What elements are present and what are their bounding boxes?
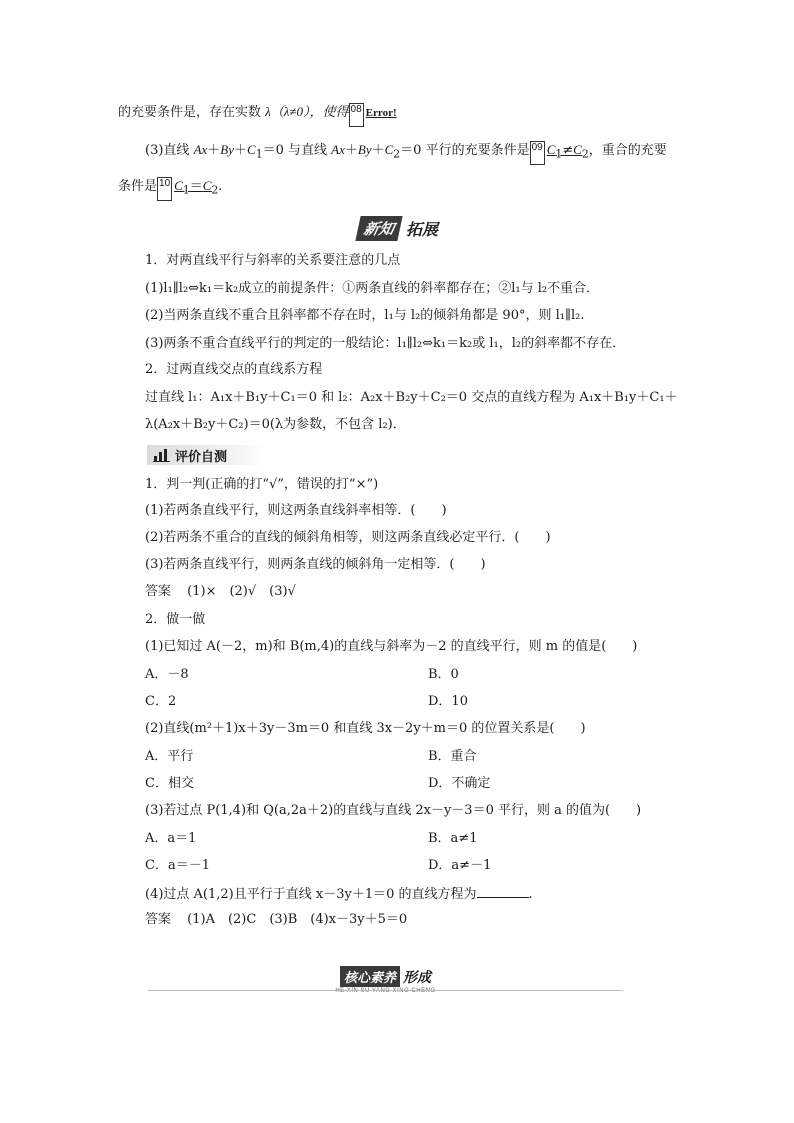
text: 2 (393, 147, 401, 161)
lambda-text: λ（λ≠0），使得 (265, 104, 349, 119)
q1-title: 1．判一判(正确的打“√”，错误的打“×”) (145, 477, 379, 492)
text: . (528, 887, 533, 902)
answer-label: 答案 (145, 912, 172, 927)
text: C (174, 178, 183, 193)
line-top-3 (118, 177, 222, 201)
text: 2 (581, 147, 589, 161)
q2-1-option-c: C．2 (145, 694, 177, 709)
q2-3-option-a: A．a＝1 (145, 831, 197, 846)
q2-4-stem (145, 884, 533, 904)
core-subtitle: HE XIN SU YANG XING CHENG (335, 988, 436, 994)
text: ＝0 与直线 (262, 143, 332, 158)
q2-title: 2．做一做 (145, 612, 206, 627)
bar-chart-icon (153, 448, 171, 462)
text: By (357, 142, 372, 157)
ext-p7: λ(A₂x＋B₂y＋C₂)＝0(λ为参数，不包含 l₂)． (145, 417, 406, 432)
q2-2-option-d: D．不确定 (428, 776, 491, 791)
text: C (384, 142, 394, 157)
ext-p3: (2)当两条直线不重合且斜率都不存在时，l₁与 l₂的倾斜角都是 90°，则 l₁∥l₂. (145, 308, 585, 323)
answer-number-box: 08 (349, 103, 364, 127)
banner-tag-new-knowledge: 新知 (355, 216, 402, 241)
answer-text: (1)× (2)√ (3)√ (187, 584, 296, 599)
error-text: Error! (365, 107, 397, 119)
q2-1-option-d: D．10 (428, 694, 468, 709)
q1-item-1: (1)若两条直线平行，则这两条直线斜率相等．( ) (145, 503, 447, 518)
q2-2-stem: (2)直线(m²＋1)x＋3y－3m＝0 和直线 3x－2y＋m＝0 的位置关系是( ) (145, 721, 586, 736)
q2-2-option-a: A．平行 (145, 749, 194, 764)
text: . (218, 179, 223, 194)
text: C (546, 142, 556, 157)
answer-underlined (546, 142, 589, 161)
q2-2-option-c: C．相交 (145, 776, 194, 791)
q1-answer (145, 583, 296, 601)
answer-number-box: 09 (530, 141, 545, 165)
answer-label: 答案 (145, 584, 172, 599)
q2-3-option-d: D．a≠－1 (428, 858, 492, 873)
banner-tag-extension: 拓展 (406, 220, 439, 239)
text: 1 (555, 147, 563, 161)
text: 条件是 (118, 179, 158, 194)
text: 的充要条件是，存在实数 (118, 105, 266, 120)
line-top-1 (118, 103, 397, 127)
text: ＋ (234, 143, 248, 158)
q1-item-3: (3)若两条直线平行，则两条直线的倾斜角一定相等．( ) (145, 557, 486, 572)
divider (148, 990, 623, 991)
text: ＝0 平行的充要条件是 (400, 143, 530, 158)
self-test-header (147, 445, 263, 465)
text: (3)直线 (145, 143, 194, 158)
text: C (247, 142, 256, 157)
text: 1 (255, 147, 263, 161)
text: Ax (193, 142, 208, 157)
q2-3-stem: (3)若过点 P(1,4)和 Q(a,2a＋2)的直线与直线 2x－y－3＝0 平行，则 a 的值为( ) (145, 803, 642, 818)
q1-item-2: (2)若两条不重合的直线的倾斜角相等，则这两条直线必定平行．( ) (145, 530, 551, 545)
answer-text: (1)A (2)C (3)B (4)x－3y＋5＝0 (187, 912, 408, 927)
q2-2-option-b: B．重合 (428, 749, 477, 764)
answer-number-box: 10 (157, 177, 172, 201)
ext-p6: 过直线 l₁：A₁x＋B₁y＋C₁＝0 和 l₂：A₂x＋B₂y＋C₂＝0 交点的直线方程为 A₁x＋B₁y＋C₁＋ (145, 390, 678, 405)
text: (4)过点 A(1,2)且平行于直线 x－3y＋1＝0 的直线方程为 (145, 887, 477, 902)
q2-answer (145, 911, 407, 929)
text: ＝ (189, 179, 203, 194)
ext-p4: (3)两条不重合直线平行的判定的一般结论：l₁∥l₂⇔k₁＝k₂或 l₁，l₂的斜率都不存在． (145, 336, 626, 351)
text: ＋ (207, 143, 221, 158)
self-test-label: 评价自测 (175, 449, 228, 465)
section-banner-extension (358, 216, 438, 241)
ext-p5: 2．过两直线交点的直线系方程 (145, 362, 323, 377)
text: ，重合的充要 (588, 143, 667, 158)
q2-3-option-b: B．a≠1 (428, 831, 478, 846)
fill-blank (477, 884, 529, 898)
q2-1-option-a: A．－8 (145, 667, 189, 682)
text: Ax (331, 142, 345, 157)
q2-1-option-b: B．0 (428, 667, 459, 682)
core-tag: 核心素养 (340, 966, 400, 987)
core-tag-2: 形成 (403, 969, 431, 986)
q2-3-option-c: C．a＝－1 (145, 858, 210, 873)
text: ＋ (344, 143, 358, 158)
text: ＋ (371, 143, 385, 158)
core-title (340, 966, 431, 987)
q2-1-stem: (1)已知过 A(－2，m)和 B(m,4)的直线与斜率为－2 的直线平行，则 m 的值是( ) (145, 639, 638, 654)
answer-underlined (174, 178, 219, 197)
ext-p1: 1．对两直线平行与斜率的关系要注意的几点 (145, 253, 401, 268)
text: C (573, 142, 582, 157)
text: C (202, 178, 212, 193)
section-core-literacy (148, 966, 623, 994)
text: By (220, 142, 235, 157)
text: 2 (211, 183, 219, 197)
text: 1 (182, 183, 190, 197)
text: ≠ (562, 143, 574, 158)
ext-p2: (1)l₁∥l₂⇔k₁＝k₂成立的前提条件：①两条直线的斜率都存在；②l₁与 l₂不重合． (145, 281, 600, 296)
line-top-2 (145, 141, 667, 165)
